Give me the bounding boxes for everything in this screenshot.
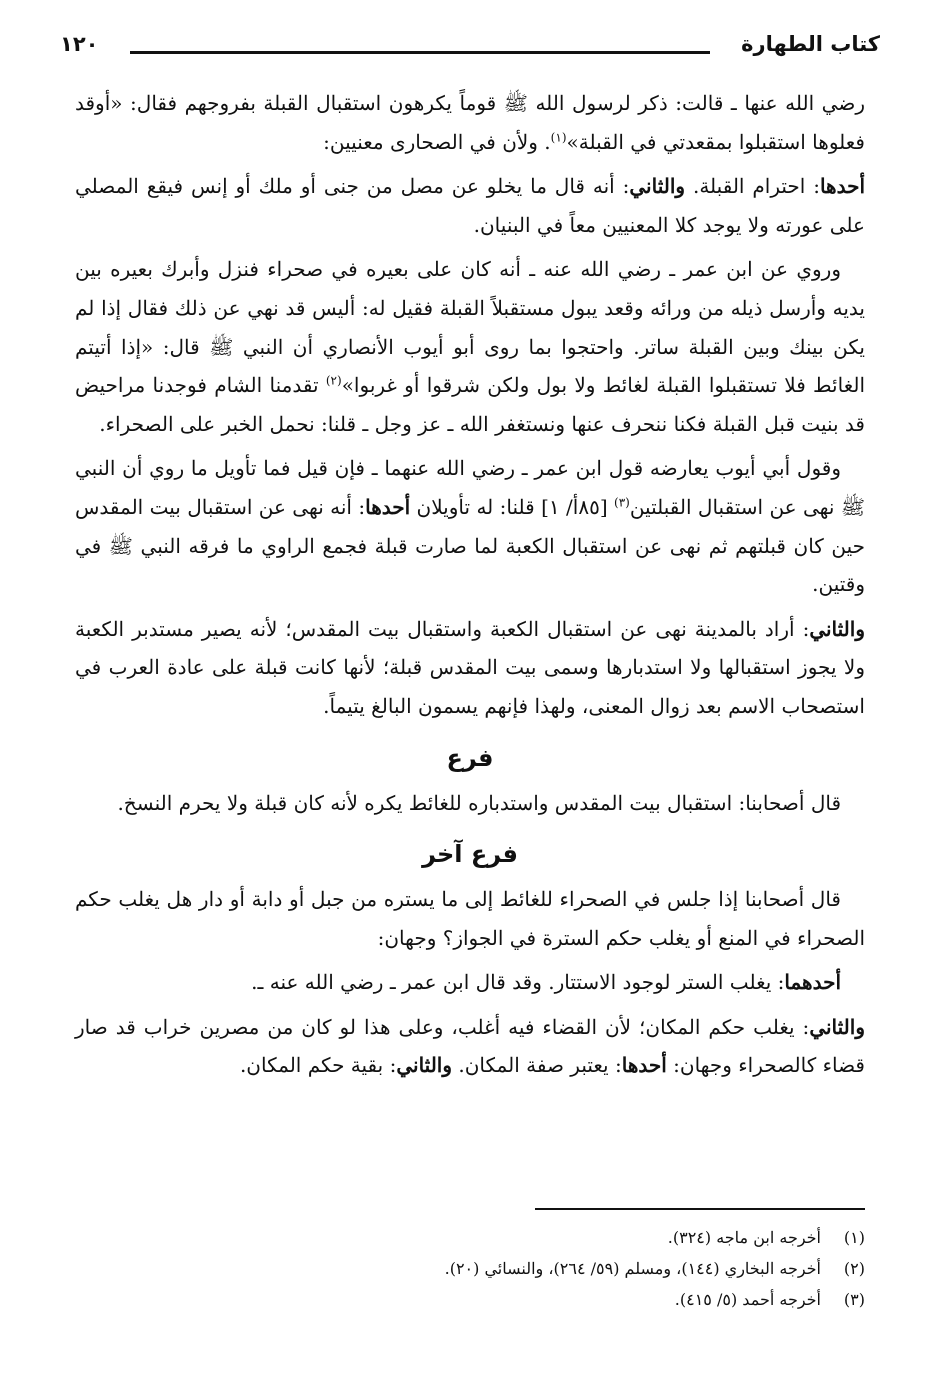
term-label: أحدها — [365, 494, 411, 519]
term-label: والثاني — [396, 1053, 453, 1078]
term-label: أحدها — [621, 1053, 667, 1078]
footnote — [75, 1284, 865, 1315]
paragraph-text: رضي الله عنها ـ قالت: ذكر لرسول الله ﷺ قوماً يكرهون استقبال القبلة بفروجهم فقال: «أوقد فعلوها استقبلوا بمقعدتي في القبلة» — [75, 91, 865, 154]
section-heading: فرع آخر — [422, 840, 518, 869]
paragraph-text: : بقية حكم المكان. — [239, 1053, 397, 1078]
footnote-separator — [535, 1208, 865, 1210]
paragraph-text: : يعتبر صفة المكان. — [452, 1053, 622, 1078]
footnote-number: (٣) — [843, 1290, 865, 1309]
footnote — [75, 1222, 865, 1253]
paragraph-5 — [75, 610, 865, 726]
header-rule — [130, 51, 710, 54]
paragraph-text: وروي عن ابن عمر ـ رضي الله عنه ـ أنه كان على بعيره في صحراء فنزل وأبرك بعيره بين يديه وأرسل ذيله من ورائه وقعد يبول مستقبلاً القبلة فقيل له: أليس قد نهي عن ذلك فقال إذا لم يكن بينك وبين القبلة ساتر. واحتجوا بما روى أبو أيوب الأنصاري أن النبي ﷺ قال: «إذا أتيتم الغائط فلا تستقبلوا القبلة لغائط ولا بول ولكن شرقوا أو غربوا» — [75, 257, 866, 398]
section-heading: فرع — [446, 743, 494, 772]
page-header — [60, 32, 880, 72]
paragraph-4 — [75, 449, 865, 603]
paragraph-8 — [75, 963, 865, 1002]
footnote-ref[interactable]: (٢) — [325, 373, 342, 388]
paragraph-text: [٨٥أ/ ١] قلنا: له تأويلان — [410, 494, 614, 519]
paragraph-1 — [75, 84, 865, 161]
footnotes — [75, 1222, 865, 1315]
footnote-ref[interactable]: (٣) — [614, 495, 630, 510]
term-label: والثاني — [809, 616, 865, 641]
footnote-text: أخرجه أحمد (٥/ ٤١٥). — [674, 1290, 821, 1309]
paragraph-text: : أنه قال ما يخلو عن مصل من جنى أو ملك أو إنس فيقع المصلي على عورته ولا يوجد كلا المعنيين معاً في البنيان. — [75, 174, 865, 237]
paragraph-9 — [75, 1008, 865, 1085]
page-number: ١٢٠ — [60, 32, 99, 56]
paragraph-text: : أنه نهى عن استقبال بيت المقدس حين كان قبلتهم ثم نهى عن استقبال الكعبة لما صارت قبلة فجمع الراوي ما فرقه النبي ﷺ في وقتين. — [75, 494, 865, 597]
term-label: أحدها — [819, 174, 866, 199]
main-text — [75, 84, 865, 1091]
running-title: كتاب الطهارة — [741, 32, 880, 56]
paragraph-text: : يغلب حكم المكان؛ لأن القضاء فيه أغلب، وعلى هذا لو كان من مصرين خراب قد صار قضاء كالصحراء وجهان: — [75, 1014, 865, 1078]
footnote-number: (١) — [843, 1228, 865, 1247]
paragraph-2 — [75, 167, 865, 244]
paragraph-text: : يغلب الستر لوجود الاستتار. وقد قال ابن عمر ـ رضي الله عنه ـ. — [251, 970, 785, 995]
footnote-text: أخرجه ابن ماجه (٣٢٤). — [667, 1228, 821, 1247]
paragraph-6: قال أصحابنا: استقبال بيت المقدس واستدباره للغائط يكره لأنه كان قبلة ولا يحرم النسخ. — [117, 790, 841, 815]
paragraph-3 — [75, 250, 865, 443]
footnote-ref[interactable]: (١) — [550, 129, 567, 144]
footnote-text: أخرجه البخاري (١٤٤)، ومسلم (٥٩/ ٢٦٤)، والنسائي (٢٠). — [444, 1259, 821, 1278]
paragraph-text: : احترام القبلة. — [685, 174, 820, 199]
term-label: أحدهما — [784, 970, 841, 995]
term-label: والثاني — [809, 1014, 865, 1039]
paragraph-text: : أراد بالمدينة نهى عن استقبال الكعبة واستقبال بيت المقدس؛ لأنه يصير مستدبر الكعبة ولا يجوز استقبالها ولا استدبارها وسمى بيت المقدس قبلة؛ لأنها كانت قبلة على عادة العرب في استصحاب الاسم بعد زوال المعنى، ولهذا فإنهم يسمون البالغ يتيماً. — [75, 616, 865, 718]
paragraph-text: وقول أبي أيوب يعارضه قول ابن عمر ـ رضي الله عنهما ـ فإن قيل فما تأويل ما روي أن النبي ﷺ نهى عن استقبال القبلتين — [75, 456, 865, 519]
paragraph-text: تقدمنا الشام فوجدنا مراحيض قد بنيت قبل القبلة فكنا ننحرف عنها ونستغفر الله ـ عز وجل ـ قلنا: نحمل الخبر على الصحراء. — [75, 373, 865, 436]
paragraph-text: . ولأن في الصحارى معنيين: — [323, 129, 551, 154]
term-label: والثاني — [629, 174, 686, 199]
paragraph-7: قال أصحابنا إذا جلس في الصحراء للغائط إلى ما يستره من جبل أو دابة أو دار هل يغلب حكم الصحراء في المنع أو يغلب حكم السترة في الجواز؟ وجهان: — [75, 887, 865, 950]
footnote — [75, 1253, 865, 1284]
footnote-number: (٢) — [843, 1259, 865, 1278]
